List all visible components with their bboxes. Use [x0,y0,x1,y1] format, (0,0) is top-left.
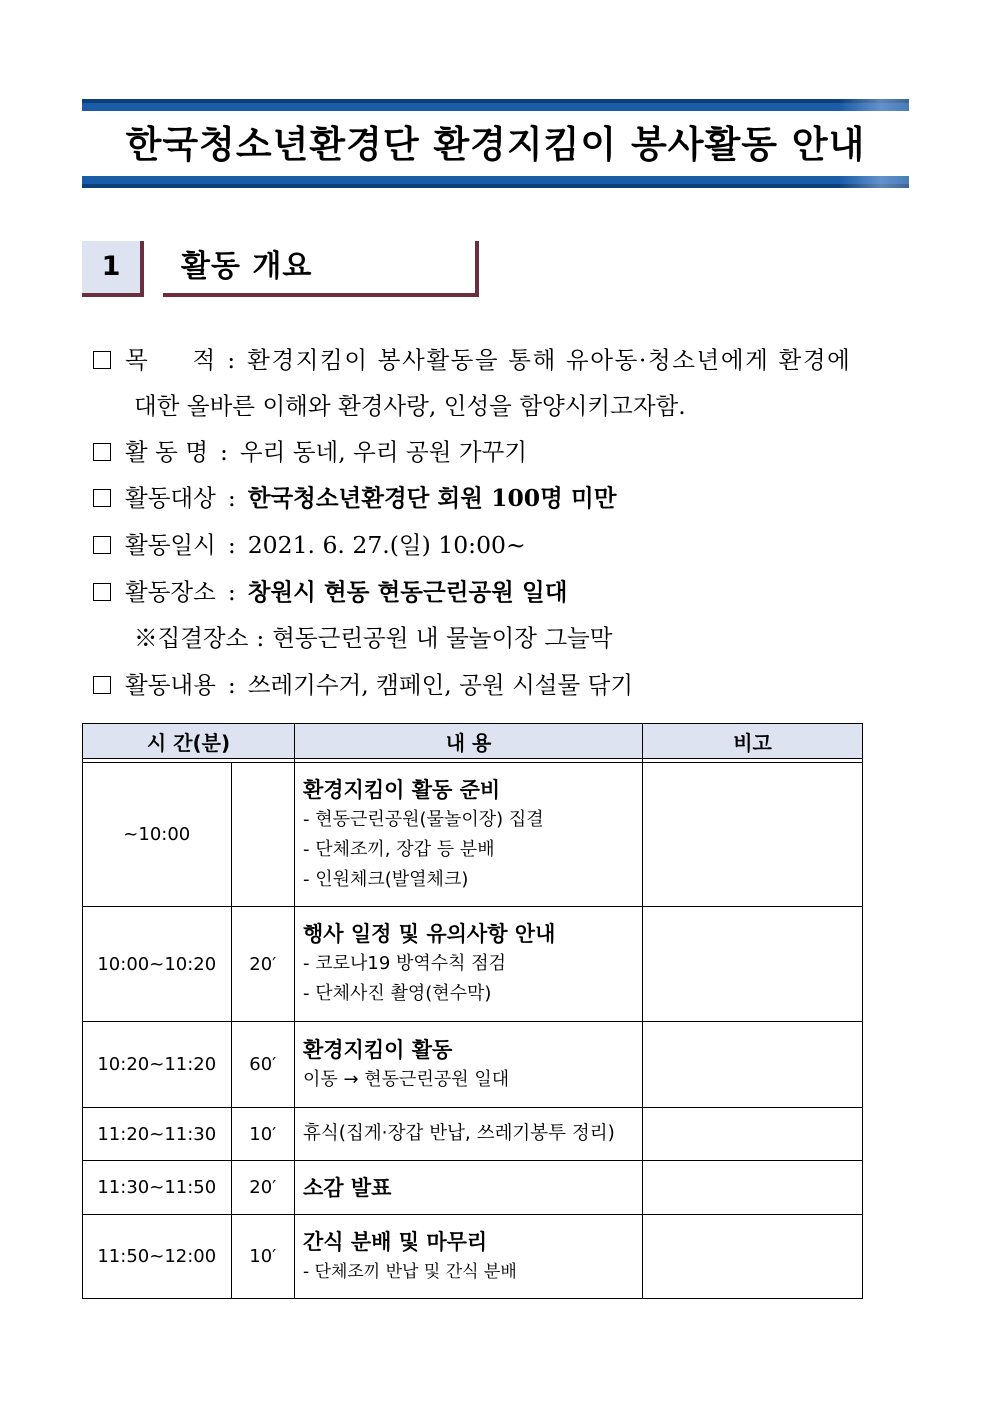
place-value: 창원시 현동 현동근린공원 일대 [247,578,568,606]
separator: : [227,531,236,559]
row-time: 11:50~12:00 [83,1215,232,1299]
header-time: 시 간(분) [83,724,295,759]
row-content [294,1215,642,1299]
checkbox-icon [93,443,111,461]
row-time: 10:20~11:20 [83,1022,232,1108]
row-time: 11:30~11:50 [83,1161,232,1215]
checkbox-icon [93,583,111,601]
activity-name-line [93,437,527,467]
purpose-line1: 환경지킴이 봉사활동을 통해 유아동·청소년에게 환경에 [247,346,852,374]
row-note [643,1161,863,1215]
meeting-label: ※집결장소 [134,624,249,652]
row-item: - 코로나19 방역수칙 점검 [302,953,507,974]
separator: : [220,438,228,466]
row-content [294,1108,642,1161]
target-line [93,483,616,513]
row-item: - 단체사진 촬영(현수막) [302,983,492,1004]
row-duration: 10′ [231,1108,294,1161]
document-title: 한국청소년환경단 환경지킴이 봉사활동 안내 [125,123,866,166]
purpose-label: 목 적 [125,346,216,374]
target-label: 활동대상 [125,484,216,512]
content-value: 쓰레기수거, 캠페인, 공원 시설물 닦기 [247,671,634,699]
separator: : [227,484,236,512]
datetime-value: 2021. 6. 27.(일) 10:00~ [247,531,526,559]
table-row [83,1022,863,1108]
table-row [83,907,863,1022]
row-title: 환경지킴이 활동 준비 [302,777,501,802]
meeting-value: 현동근린공원 내 물놀이장 그늘막 [272,624,613,652]
row-title: 소감 발표 [302,1175,392,1200]
separator: : [227,671,236,699]
header-note: 비고 [643,724,863,759]
checkbox-icon [93,536,111,554]
row-note [643,907,863,1022]
checkbox-icon [93,351,111,369]
content-line [93,670,633,700]
title-bar-bottom [82,176,909,188]
schedule-table [82,723,863,1299]
row-duration: 10′ [231,1215,294,1299]
table-row [83,1108,863,1161]
row-title: 간식 분배 및 마무리 [302,1229,488,1254]
table-row [83,1215,863,1299]
checkbox-icon [93,489,111,507]
separator: : [227,578,236,606]
section-number: 1 [82,241,144,297]
row-duration: 60′ [231,1022,294,1108]
datetime-line [93,530,526,560]
row-title: 행사 일정 및 유의사항 안내 [302,922,556,946]
row-note [643,1022,863,1108]
content-label: 활동내용 [125,671,216,699]
row-content [294,907,642,1022]
table-header-row [83,724,863,759]
meeting-line [134,623,612,653]
checkbox-icon [93,676,111,694]
row-duration: 20′ [231,907,294,1022]
row-title: 환경지킴이 활동 [302,1037,453,1062]
section-title: 활동 개요 [163,241,479,297]
header-content: 내 용 [294,724,642,759]
row-item: - 단체조끼, 장갑 등 분배 [302,838,495,860]
place-label: 활동장소 [125,578,216,606]
target-value: 한국청소년환경단 회원 100명 미만 [247,484,617,512]
row-note [643,1215,863,1299]
place-line [93,577,567,607]
table-row [83,763,863,907]
row-time: 10:00~10:20 [83,907,232,1022]
row-duration [231,763,294,907]
purpose-line2: 대한 올바른 이해와 환경사랑, 인성을 함양시키고자함. [134,392,686,420]
row-content [294,1022,642,1108]
row-item: 이동 → 현동근린공원 일대 [302,1068,510,1090]
row-time: ~10:00 [83,763,232,907]
row-plain-text: 휴식(집게·장갑 반납, 쓰레기봉투 정리) [302,1123,615,1144]
row-content [294,763,642,907]
purpose-line [93,345,851,375]
row-duration: 20′ [231,1161,294,1215]
row-content [294,1161,642,1215]
row-item: - 인원체크(발열체크) [302,868,469,890]
activity-name-value: 우리 동네, 우리 공원 가꾸기 [239,438,528,466]
table-row [83,1161,863,1215]
separator: : [227,346,236,374]
separator: : [256,624,265,652]
row-time: 11:20~11:30 [83,1108,232,1161]
row-note [643,763,863,907]
activity-name-label: 활 동 명 [125,438,209,466]
row-item: - 현동근린공원(물놀이장) 집결 [302,808,544,830]
datetime-label: 활동일시 [125,531,216,559]
row-note [643,1108,863,1161]
title-bar-top [82,99,909,111]
row-item: - 단체조끼 반납 및 간식 분배 [302,1261,517,1282]
